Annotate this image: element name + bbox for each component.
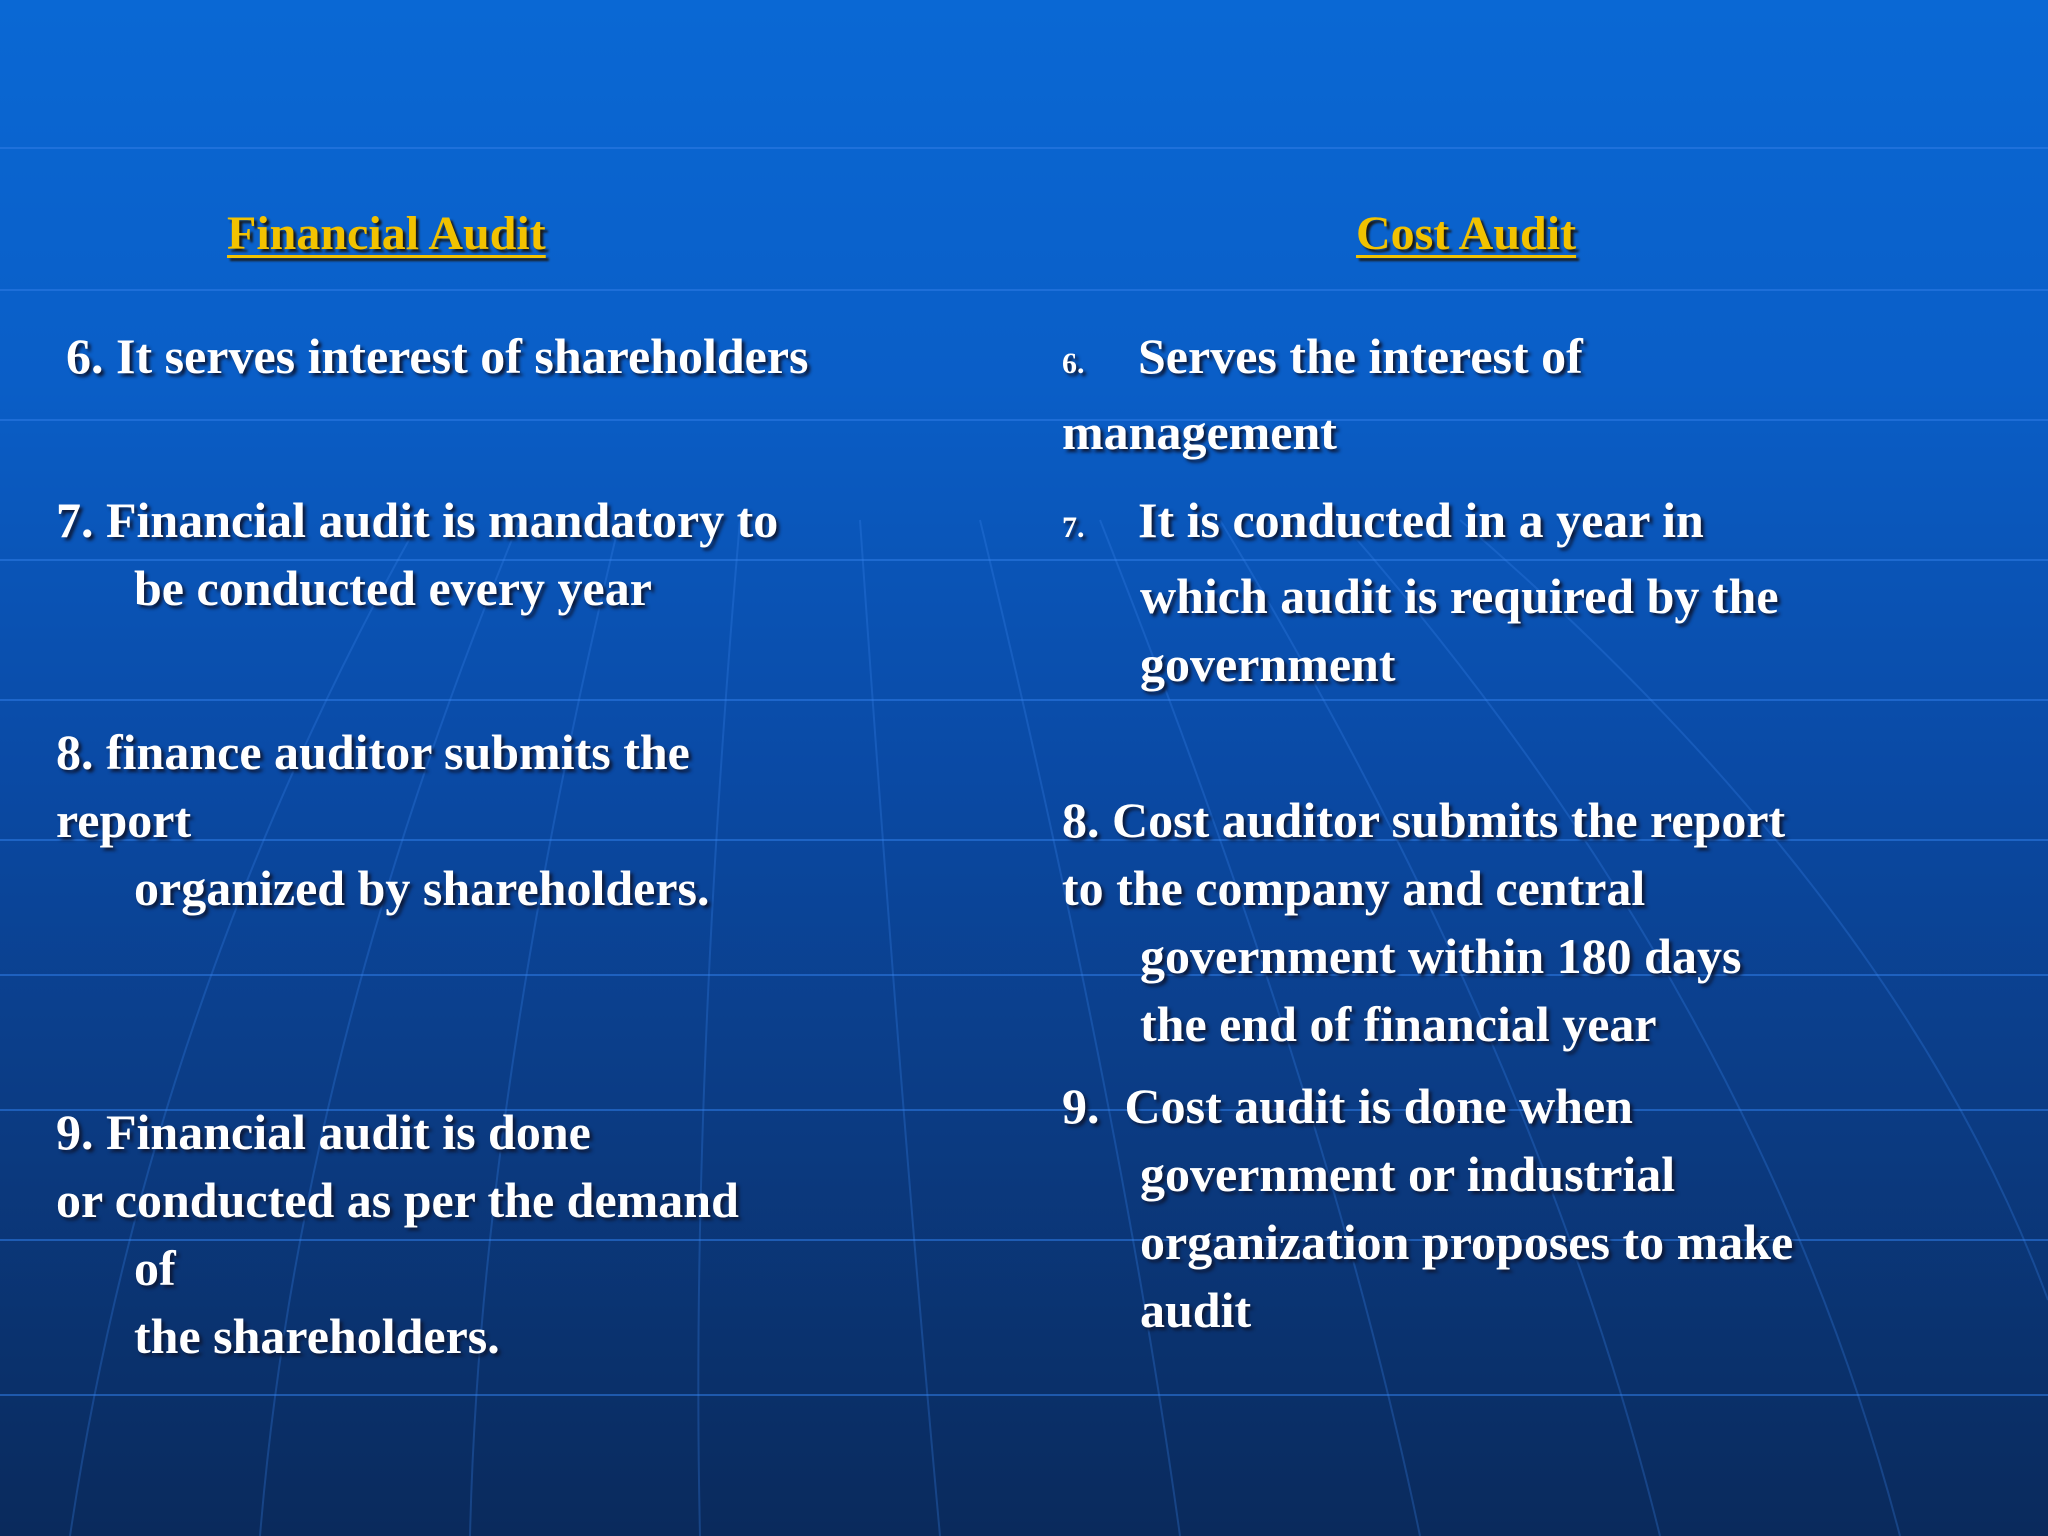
financial-item-8 (56, 718, 956, 922)
item-text: the end of financial year (1140, 996, 1657, 1052)
financial-item-6 (66, 322, 966, 390)
item-text: finance auditor submits the (106, 724, 690, 780)
item-number: 8. (1062, 792, 1100, 848)
item-text: organization proposes to make (1140, 1214, 1794, 1270)
item-text: Serves the interest of (1138, 328, 1583, 384)
item-text: audit (1140, 1282, 1252, 1338)
financial-item-7 (56, 486, 956, 622)
item-text: management (1062, 404, 1337, 460)
item-number: 6. (1062, 347, 1085, 380)
cost-item-9 (1062, 1072, 2022, 1344)
item-text: be conducted every year (134, 560, 652, 616)
item-number: 9. (56, 1104, 94, 1160)
item-text: government or industrial (1140, 1146, 1676, 1202)
cost-item-6 (1062, 322, 2022, 466)
cost-item-7 (1062, 486, 2022, 698)
item-text: report (56, 792, 192, 848)
item-text: government (1140, 636, 1396, 692)
item-text: Financial audit is done (106, 1104, 591, 1160)
financial-item-9 (56, 1098, 956, 1370)
item-number: 7. (1062, 511, 1085, 544)
item-text: Cost auditor submits the report (1112, 792, 1786, 848)
item-text: to the company and central (1062, 860, 1646, 916)
item-text: It serves interest of shareholders (116, 328, 809, 384)
financial-audit-heading: Financial Audit (227, 207, 546, 260)
item-number: 6. (66, 328, 104, 384)
item-number: 7. (56, 492, 94, 548)
item-text: which audit is required by the (1140, 568, 1779, 624)
item-text: Financial audit is mandatory to (106, 492, 779, 548)
item-number: 9. (1062, 1078, 1100, 1134)
item-text: It is conducted in a year in (1138, 492, 1704, 548)
cost-audit-heading: Cost Audit (1356, 207, 1577, 260)
item-text: Cost audit is done when (1124, 1078, 1633, 1134)
item-text: the shareholders. (134, 1308, 500, 1364)
item-text: organized by shareholders. (134, 860, 710, 916)
item-text: or conducted as per the demand (56, 1172, 739, 1228)
item-text: government within 180 days (1140, 928, 1742, 984)
cost-item-8 (1062, 786, 2022, 1058)
item-text: of (134, 1240, 176, 1296)
item-number: 8. (56, 724, 94, 780)
